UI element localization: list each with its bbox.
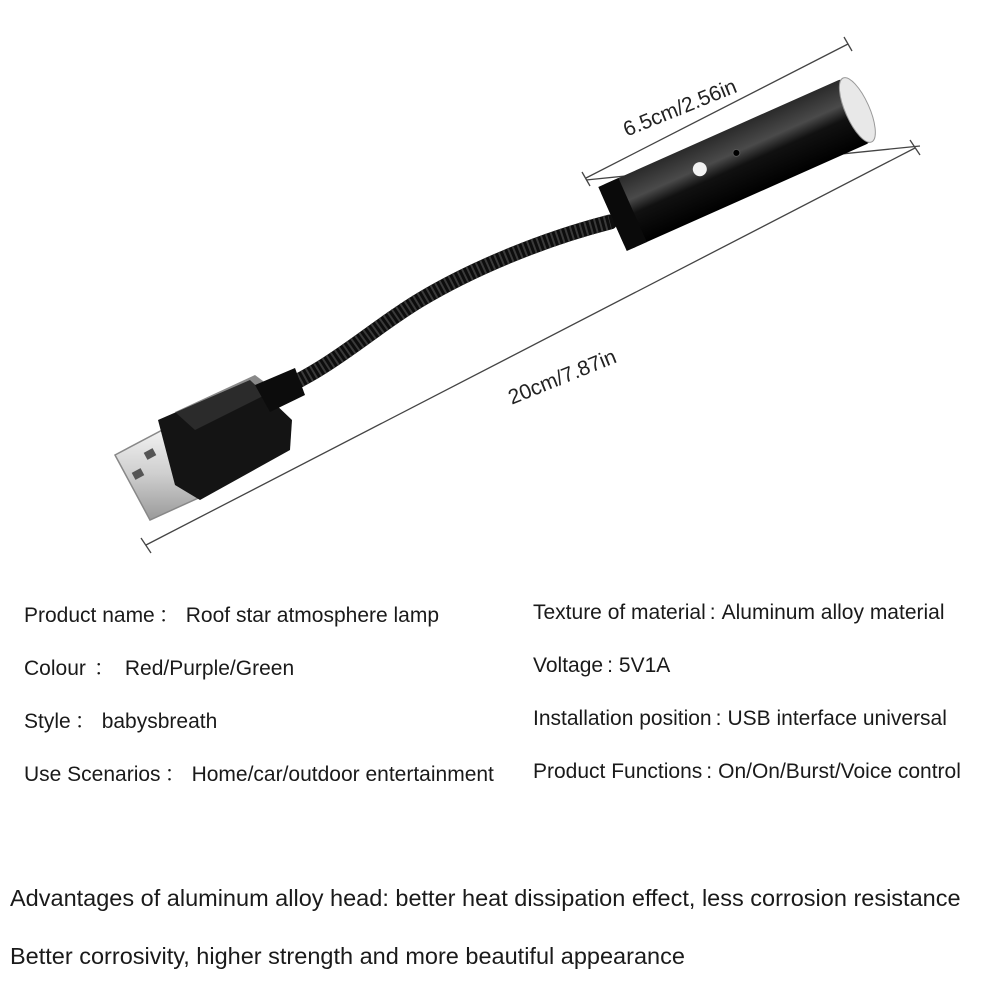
spec-style bbox=[24, 705, 217, 735]
spec-product-name bbox=[24, 599, 439, 629]
spec-product-functions bbox=[533, 760, 961, 784]
spec-value: Home/car/outdoor entertainment bbox=[191, 763, 494, 786]
spec-label: Style bbox=[24, 710, 71, 733]
advantages-line: Better corrosivity, higher strength and more beautiful appearance bbox=[10, 943, 685, 969]
total-dimension-line bbox=[141, 140, 920, 553]
spec-separator: ： bbox=[93, 657, 115, 680]
head-length-label: 6.5cm/2.56in bbox=[620, 74, 741, 142]
spec-label: Product name bbox=[24, 604, 155, 627]
spec-separator: : bbox=[607, 654, 613, 677]
usb-connector bbox=[115, 368, 305, 520]
spec-colour bbox=[24, 652, 294, 682]
spec-value: Aluminum alloy material bbox=[721, 601, 945, 624]
spec-label: Use Scenarios bbox=[24, 763, 161, 786]
spec-label: Colour bbox=[24, 657, 86, 680]
spec-separator: ： bbox=[164, 763, 186, 786]
spec-value: Roof star atmosphere lamp bbox=[185, 604, 440, 627]
spec-label: Texture of material bbox=[533, 601, 706, 624]
spec-label: Product Functions bbox=[533, 760, 703, 783]
spec-value: Red/Purple/Green bbox=[124, 657, 295, 680]
spec-separator: : bbox=[709, 601, 716, 624]
spec-separator: : bbox=[706, 760, 713, 783]
spec-voltage bbox=[533, 654, 670, 678]
spec-value: USB interface universal bbox=[727, 707, 947, 730]
spec-texture-of-material bbox=[533, 601, 945, 625]
spec-separator: ： bbox=[74, 710, 96, 733]
spec-value: On/On/Burst/Voice control bbox=[718, 760, 961, 783]
spec-label: Installation position bbox=[533, 707, 712, 730]
spec-use-scenarios bbox=[24, 758, 494, 788]
spec-separator: ： bbox=[158, 604, 180, 627]
spec-separator: : bbox=[715, 707, 722, 730]
spec-value: babysbreath bbox=[101, 710, 218, 733]
spec-installation-position bbox=[533, 707, 947, 731]
spec-value: 5V1A bbox=[618, 654, 671, 677]
total-length-label: 20cm/7.87in bbox=[505, 345, 620, 410]
advantages-line: Advantages of aluminum alloy head: better heat dissipation effect, less corrosion resistance bbox=[10, 885, 961, 911]
spec-label: Voltage bbox=[533, 654, 604, 677]
